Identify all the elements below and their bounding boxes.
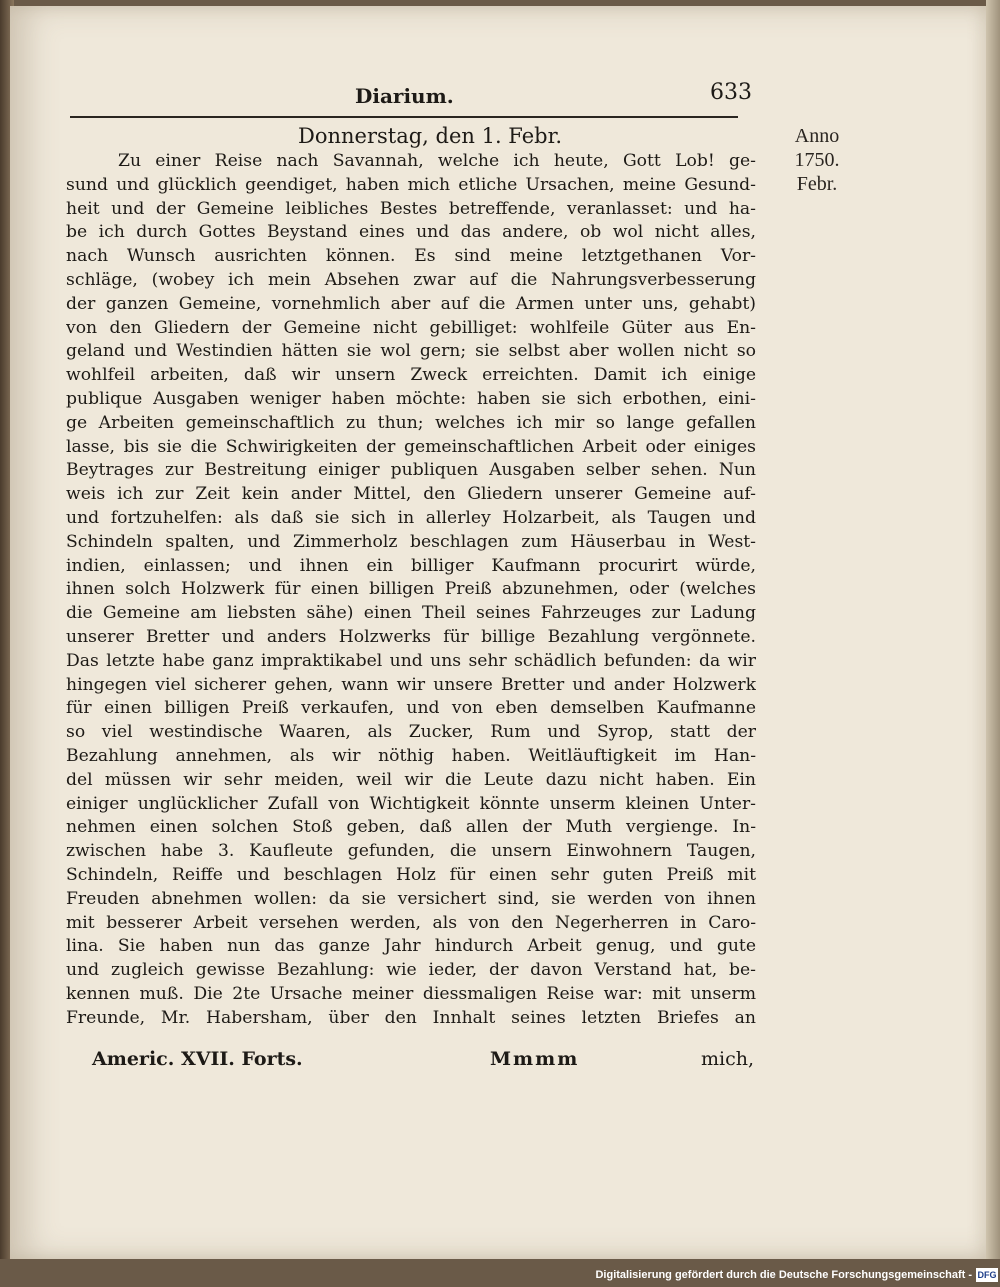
header-rule <box>70 116 738 118</box>
credit-bar <box>0 1259 1000 1287</box>
text-line: schläge, (wobey ich mein Absehen zwar auf die Nahrungsverbesserung <box>66 269 756 290</box>
text-line: heit und der Gemeine leibliches Bestes betreffende, veranlasset: und ha- <box>66 198 756 219</box>
text-line: unserer Bretter und anders Holzwerks für billige Bezahlung vergönnete. <box>66 626 756 647</box>
body-text <box>66 150 756 1030</box>
text-line: mit besserer Arbeit versehen werden, als von den Negerherren in Caro- <box>66 912 756 933</box>
margin-note-line: Anno <box>794 125 840 147</box>
catchword: mich, <box>700 1048 754 1070</box>
signature-mark: Mmmm <box>490 1048 580 1070</box>
text-line: kennen muß. Die 2te Ursache meiner diessmaligen Reise war: mit unserm <box>66 983 756 1004</box>
text-line: nach Wunsch ausrichten können. Es sind meine letztgethanen Vor- <box>66 246 756 267</box>
text-line: Freunde, Mr. Habersham, über den Innhalt seines letzten Briefes an <box>66 1007 756 1028</box>
text-line: die Gemeine am liebsten sähe) einen Theil seines Fahrzeuges zur Ladung <box>66 603 756 624</box>
text-line: so viel westindische Waaren, als Zucker, Rum und Syrop, statt der <box>66 722 756 743</box>
text-line: und fortzuhelfen: als daß sie sich in allerley Holzarbeit, als Taugen und <box>66 507 756 528</box>
margin-note-line: 1750. <box>794 149 840 171</box>
text-line: und zugleich gewisse Bezahlung: wie ieder, der davon Verstand hat, be- <box>66 960 756 981</box>
signature: Americ. XVII. Forts. <box>92 1048 303 1070</box>
text-line: be ich durch Gottes Beystand eines und das andere, ob wol nicht alles, <box>66 222 756 243</box>
text-line: publique Ausgaben weniger haben möchte: haben sie sich erbothen, eini- <box>66 388 756 409</box>
text-line: ge Arbeiten gemeinschaftlich zu thun; welches ich mir so lange gefallen <box>66 412 756 433</box>
text-line: ihnen solch Holzwerk für einen billigen Preiß abzunehmen, oder (welches <box>66 579 756 600</box>
page-header <box>70 80 760 120</box>
running-title: Diarium. <box>355 84 454 108</box>
page-edge <box>986 0 1000 1287</box>
text-line: zwischen habe 3. Kaufleute gefunden, die unsern Einwohnern Taugen, <box>66 841 756 862</box>
text-line: Beytrages zur Bestreitung einiger publiquen Ausgaben selber sehen. Nun <box>66 460 756 481</box>
text-line: Zu einer Reise nach Savannah, welche ich heute, Gott Lob! ge- <box>118 151 756 171</box>
text-line: lina. Sie haben nun das ganze Jahr hindurch Arbeit genug, und gute <box>66 936 756 957</box>
text-line: Das letzte habe ganz impraktikabel und uns sehr schädlich befunden: da wir <box>66 650 756 671</box>
text-line: sund und glücklich geendiget, haben mich etliche Ursachen, meine Gesund- <box>66 174 756 195</box>
text-line: nehmen einen solchen Stoß geben, daß allen der Muth vergienge. In- <box>66 817 756 838</box>
text-line: der ganzen Gemeine, vornehmlich aber auf die Armen unter uns, gehabt) <box>66 293 756 314</box>
text-line: hingegen viel sicherer gehen, wann wir unsere Bretter und ander Holzwerk <box>66 674 756 695</box>
date-heading: Donnerstag, den 1. Febr. <box>298 124 563 148</box>
text-line: für einen billigen Preiß verkaufen, und von eben demselben Kaufmanne <box>66 698 756 719</box>
text-line: del müssen wir sehr meiden, weil wir die Leute dazu nicht haben. Ein <box>66 769 756 790</box>
text-line: geland und Westindien hätten sie wol gern; sie selbst aber wollen nicht so <box>66 341 756 362</box>
margin-note-line: Febr. <box>796 173 838 195</box>
text-line: indien, einlassen; und ihnen ein billiger Kaufmann procurirt würde, <box>66 555 756 576</box>
text-line: Schindeln spalten, und Zimmerholz beschlagen zum Häuserbau in West- <box>66 531 756 552</box>
margin-note <box>782 124 852 196</box>
credit-text: Digitalisierung gefördert durch die Deutsche Forschungsgemeinschaft - <box>595 1269 972 1281</box>
text-line: einiger unglücklicher Zufall von Wichtigkeit könnte unserm kleinen Unter- <box>66 793 756 814</box>
page-number: 633 <box>710 80 752 105</box>
page-footer <box>92 1048 754 1078</box>
text-line: Bezahlung annehmen, als wir nöthig haben. Weitläuftigkeit im Han- <box>66 745 756 766</box>
text-line: wohlfeil arbeiten, daß wir unsern Zweck erreichten. Damit ich einige <box>66 365 756 386</box>
text-line: Freuden abnehmen wollen: da sie versichert sind, sie werden von ihnen <box>66 888 756 909</box>
text-line: von den Gliedern der Gemeine nicht gebilliget: wohlfeile Güter aus En- <box>66 317 756 338</box>
text-line: weis ich zur Zeit kein ander Mittel, den Gliedern unserer Gemeine auf- <box>66 484 756 505</box>
text-line: Schindeln, Reiffe und beschlagen Holz für einen sehr guten Preiß mit <box>66 864 756 885</box>
text-line: lasse, bis sie die Schwirigkeiten der gemeinschaftlichen Arbeit oder einiges <box>66 436 756 457</box>
dfg-logo: DFG <box>977 1270 997 1280</box>
